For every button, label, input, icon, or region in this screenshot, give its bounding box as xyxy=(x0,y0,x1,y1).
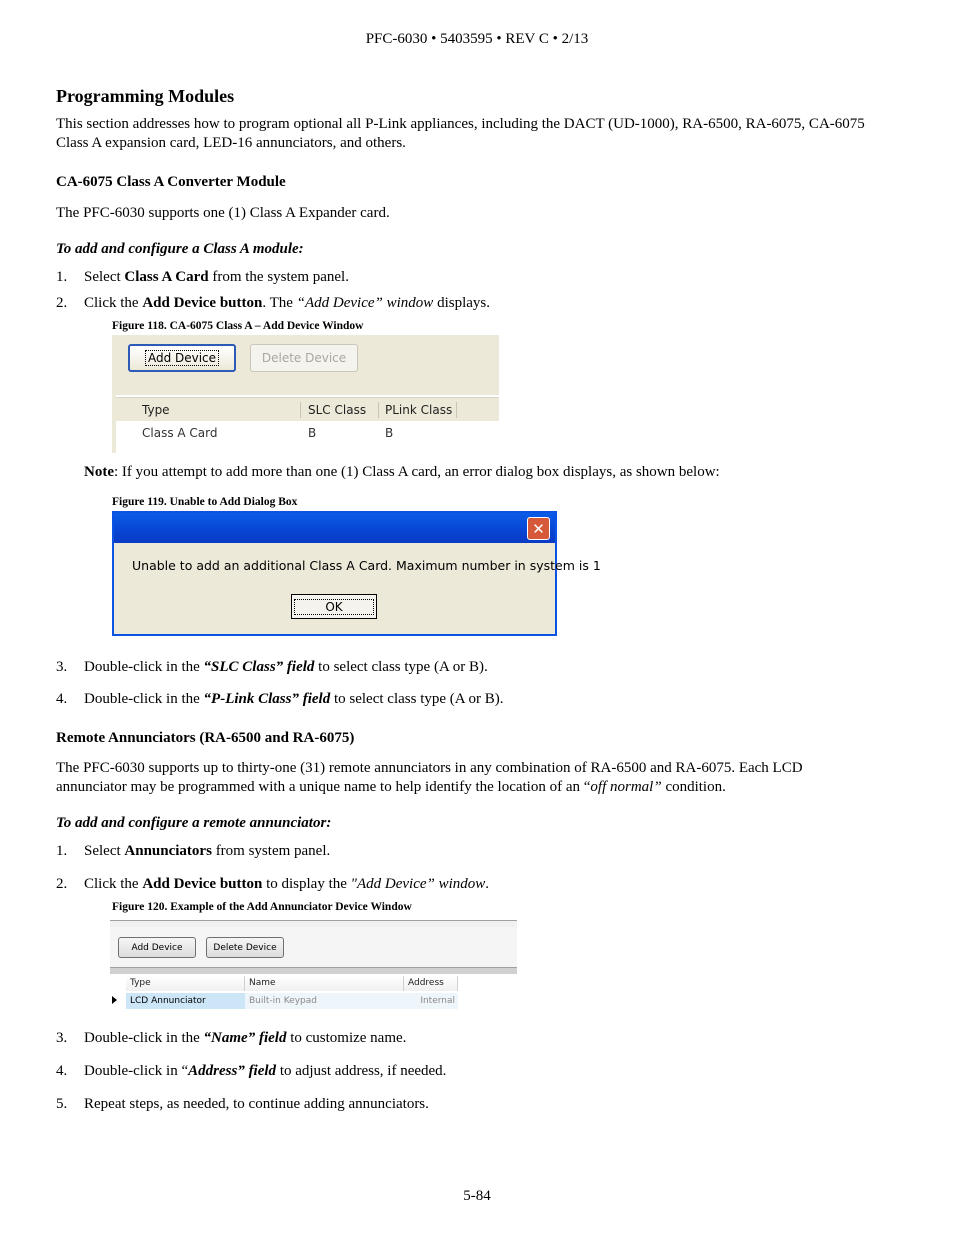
ra-text-line-1: The PFC-6030 supports up to thirty-one (31) remote annunciators in any combination of RA-6500 and RA-6075. Each LCD xyxy=(56,760,803,776)
step-b1: 1. Select Annunciators from system panel. xyxy=(56,843,331,859)
ra-heading: Remote Annunciators (RA-6500 and RA-6075) xyxy=(56,730,355,746)
ra-howto-heading: To add and configure a remote annunciator: xyxy=(56,815,332,831)
dialog-title-bar xyxy=(114,513,555,543)
delete-device-button[interactable]: Delete Device xyxy=(250,344,358,372)
add-device-button[interactable]: Add Device xyxy=(128,344,236,372)
intro-paragraph: This section addresses how to program optional all P-Link appliances, including the DACT (UD-1000), RA-6500, RA-6075, CA-6075 Class A expansion card, LED-16 annunciators, and others. xyxy=(56,116,865,151)
step-a3: 3. Double-click in the “SLC Class” field to select class type (A or B). xyxy=(56,659,488,675)
column-plink-class[interactable]: PLink Class xyxy=(385,403,453,417)
column-slc-class[interactable]: SLC Class xyxy=(308,403,367,417)
add-device-button[interactable]: Add Device xyxy=(118,937,196,958)
row-selector-icon xyxy=(112,996,117,1004)
cell-slc-class[interactable]: B xyxy=(308,426,317,440)
device-grid xyxy=(112,395,499,453)
column-type[interactable]: Type xyxy=(126,976,245,991)
ca-module-heading: CA-6075 Class A Converter Module xyxy=(56,174,286,190)
ok-button[interactable]: OK xyxy=(291,594,377,619)
cell-plink-class[interactable]: B xyxy=(385,426,394,440)
note-paragraph: Note: If you attempt to add more than one (1) Class A card, an error dialog box displays, as shown below: xyxy=(84,464,720,480)
column-type[interactable]: Type xyxy=(142,403,170,417)
figure-119-caption: Figure 119. Unable to Add Dialog Box xyxy=(112,496,298,508)
figure-118-caption: Figure 118. CA-6075 Class A – Add Device Window xyxy=(112,320,364,332)
figure-119-error-dialog xyxy=(112,511,601,636)
step-b3: 3. Double-click in the “Name” field to customize name. xyxy=(56,1030,407,1046)
section-title: Programming Modules xyxy=(56,86,235,106)
cell-type[interactable]: Class A Card xyxy=(142,426,218,440)
column-name[interactable]: Name xyxy=(245,976,404,991)
step-a4: 4. Double-click in the “P-Link Class” field to select class type (A or B). xyxy=(56,691,504,707)
cell-address[interactable]: Internal xyxy=(404,993,458,1009)
dialog-message: Unable to add an additional Class A Card. Maximum number in system is 1 xyxy=(132,558,601,573)
figure-120-caption: Figure 120. Example of the Add Annunciator Device Window xyxy=(112,901,412,913)
figure-118-add-device-window xyxy=(112,335,499,453)
delete-device-button[interactable]: Delete Device xyxy=(206,937,284,958)
step-b2: 2. Click the Add Device button to display the "Add Device” window. xyxy=(56,876,490,892)
close-icon[interactable]: ✕ xyxy=(527,517,550,540)
ca-module-text: The PFC-6030 supports one (1) Class A Expander card. xyxy=(56,205,390,221)
grid-header xyxy=(112,397,499,421)
page-header: PFC-6030 • 5403595 • REV C • 2/13 xyxy=(365,31,589,47)
step-b4: 4. Double-click in “Address” field to adjust address, if needed. xyxy=(56,1063,447,1079)
step-b5: 5. Repeat steps, as needed, to continue adding annunciators. xyxy=(56,1096,429,1112)
ra-text-line-2: annunciator may be programmed with a unique name to help identify the location of an “off normal” condition. xyxy=(56,779,726,795)
ca-howto-heading: To add and configure a Class A module: xyxy=(56,241,304,257)
column-address[interactable]: Address xyxy=(404,976,458,991)
cell-name[interactable]: Built-in Keypad xyxy=(245,993,404,1009)
row-header xyxy=(112,395,116,453)
step-a2: 2. Click the Add Device button. The “Add Device” window displays. xyxy=(56,295,490,311)
step-a1: 1. Select Class A Card from the system panel. xyxy=(56,269,349,285)
figure-120-add-annunciator-window xyxy=(110,920,517,1012)
cell-type[interactable]: LCD Annunciator xyxy=(126,993,245,1009)
page-number: 5-84 xyxy=(463,1188,491,1204)
